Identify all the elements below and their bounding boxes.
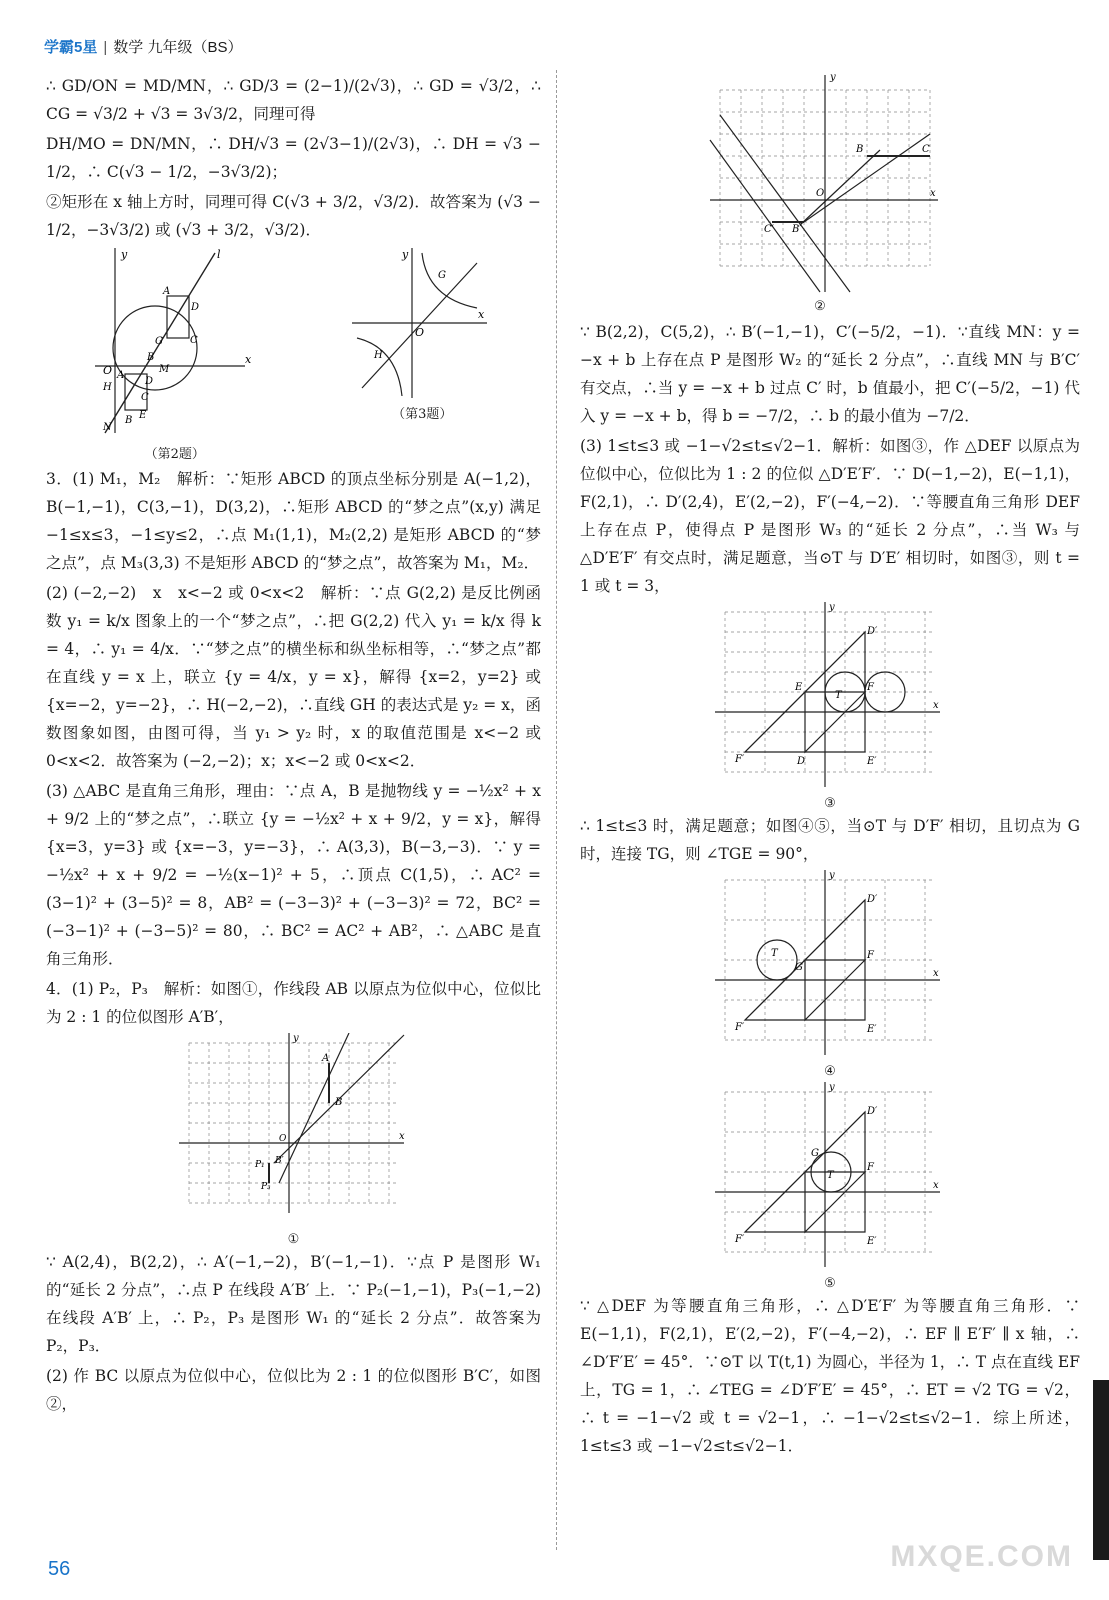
svg-text:F: F	[867, 950, 874, 961]
paragraph: ②矩形在 x 轴上方时，同理可得 C(√3 + 3/2，√3/2)．故答案为 (√3 − 1/2，−3√3/2) 或 (√3 + 3/2，√3/2)．	[46, 193, 541, 239]
svg-text:C′: C′	[764, 224, 774, 235]
svg-text:A: A	[116, 370, 124, 381]
svg-text:x: x	[398, 1131, 405, 1142]
svg-text:H: H	[374, 350, 383, 361]
svg-text:P₁: P₁	[254, 1160, 265, 1170]
svg-text:B′: B′	[274, 1156, 284, 1166]
figure-2-graph	[700, 70, 940, 295]
figure-4-graph	[715, 870, 945, 1060]
paragraph: ∴ GD/ON = MD/MN，∴ GD/3 = (2−1)/(2√3)，∴ GD = √3/2，∴ CG = √3/2 + √3 = 3√3/2，同理可得	[46, 77, 541, 123]
svg-text:G: G	[438, 270, 447, 281]
figure-q3-graph	[352, 248, 492, 398]
svg-text:O: O	[102, 364, 112, 377]
paragraph: ∵ △DEF 为等腰直角三角形，∴ △D′E′F′ 为等腰直角三角形．∵ E(−1,1)，F(2,1)，E′(2,−2)，F′(−4,−2)，∴ EF ∥ E′F′ ∥ x 轴，∴ ∠D′F′E′ = 45°．∵⊙T 以 T(t,1) 为圆心，半径为 1，∴ T 点在直线 EF 上，TG = 1，∴ ∠TEG = ∠D′F′E′ = 45°，∴ ET = √2 TG = √2，∴ t = −1−√2 或 t = √2−1，∴ −1−√2≤t≤√2−1．综上所述，1≤t≤3 或 −1−√2≤t≤√2−1．	[580, 1297, 1080, 1455]
svg-text:P₃: P₃	[260, 1182, 271, 1192]
paragraph: 4．(1) P₂，P₃ 解析：如图①，作线段 AB 以原点为位似中心，位似比为 2 : 1 的位似图形 A′B′，	[46, 980, 541, 1026]
svg-text:D′: D′	[867, 894, 878, 905]
svg-text:B: B	[124, 415, 133, 426]
svg-text:y: y	[830, 72, 836, 83]
svg-text:D: D	[144, 376, 153, 387]
svg-text:D: D	[797, 756, 806, 767]
figure-q2	[95, 248, 255, 463]
figure-5-graph	[715, 1082, 945, 1272]
svg-text:B′: B′	[792, 224, 802, 235]
figure-3-graph	[715, 602, 945, 792]
svg-text:E: E	[795, 682, 803, 693]
svg-text:G: G	[811, 1148, 819, 1159]
svg-text:C: C	[922, 144, 930, 155]
paragraph: 3．(1) M₁，M₂ 解析：∵矩形 ABCD 的顶点坐标分别是 A(−1,2)，B(−1,−1)，C(3,−1)，D(3,2)，∴矩形 ABCD 的“梦之点”(x,y) 满足 −1≤x≤3，−1≤y≤2，∴点 M₁(1,1)，M₂(2,2) 是矩形 ABCD 的“梦之点”，点 M₃(3,3) 不是矩形 ABCD 的“梦之点”，故答案为 M₁，M₂．	[46, 470, 541, 572]
svg-text:E′: E′	[867, 1024, 877, 1035]
svg-text:G: G	[795, 962, 803, 973]
paragraph: DH/MO = DN/MN，∴ DH/√3 = (2√3−1)/(2√3)，∴ DH = √3 − 1/2，∴ C(√3 − 1/2，−3√3/2)；	[46, 135, 541, 181]
svg-text:y: y	[829, 1082, 835, 1093]
svg-text:y: y	[120, 248, 127, 261]
svg-text:F: F	[867, 682, 874, 693]
right-column	[580, 318, 1080, 1462]
paragraph: (2) (−2,−2) x x<−2 或 0<x<2 解析：∵点 G(2,2) 是反比例函数 y₁ = k/x 图象上的一个“梦之点”，∴把 G(2,2) 代入 y₁ = k/x 得 k = 4，∴ y₁ = 4/x．∵“梦之点”的横坐标和纵坐标相等，∴“梦之点”都在直线 y = x 上，联立 {y = 4/x，y = x}，解得 {x=2，y=2} 或 {x=−2，y=−2}，∴ H(−2,−2)，∴直线 GH 的表达式是 y₂ = x，函数图象如图，由图可得，当 y₁ > y₂ 时，x 的取值范围是 x<−2 或 0<x<2．故答案为 (−2,−2)；x；x<−2 或 0<x<2．	[46, 584, 541, 770]
page-number: 56	[48, 1558, 71, 1580]
subject: 数学	[113, 39, 144, 56]
svg-text:x: x	[930, 188, 936, 199]
svg-text:D′: D′	[867, 626, 878, 637]
svg-text:D′: D′	[867, 1106, 878, 1117]
svg-text:C: C	[140, 392, 149, 403]
svg-text:O: O	[816, 188, 825, 199]
svg-text:F′: F′	[735, 1234, 745, 1245]
figure-q2-graph	[95, 248, 255, 438]
paragraph: ∵ B(2,2)，C(5,2)，∴ B′(−1,−1)，C′(−5/2，−1)．∵直线 MN：y = −x + b 上存在点 P 是图形 W₂ 的“延长 2 分点”，∴直线 MN 与 B′C′ 有交点，∴当 y = −x + b 过点 C′ 时，b 值最小，把 C′(−5/2，−1) 代入 y = −x + b，得 b = −7/2，∴ b 的最小值为 −7/2．	[580, 323, 1080, 425]
figure-caption: ①	[287, 1232, 300, 1247]
figure-1-graph	[179, 1033, 409, 1228]
figure-caption: ②	[814, 299, 826, 314]
figure-caption: ⑤	[824, 1276, 836, 1291]
svg-text:y: y	[402, 248, 409, 261]
paragraph: (3) △ABC 是直角三角形，理由：∵点 A，B 是抛物线 y = −½x² + x + 9/2 上的“梦之点”，∴联立 {y = −½x² + x + 9/2，y = x}，解得 {x=3，y=3} 或 {x=−3，y=−3}，∴ A(3,3)，B(−3,−3)．∵ y = −½x² + x + 9/2 = −½(x−1)² + 5，∴顶点 C(1,5)，∴ AC² = (3−1)² + (3−5)² = 8，AB² = (−3−3)² + (−3−3)² = 72，BC² = (−3−1)² + (−3−5)² = 80，∴ BC² = AC² + AB²，∴ △ABC 是直角三角形．	[46, 782, 541, 968]
svg-text:x: x	[244, 353, 251, 366]
figure-2	[700, 70, 940, 315]
svg-text:B: B	[334, 1097, 342, 1108]
paragraph: (3) 1≤t≤3 或 −1−√2≤t≤√2−1．解析：如图③，作 △DEF 以原点为位似中心，位似比为 1 : 2 的位似 △D′E′F′．∵ D(−1,−2)，E(−1,1)，F(2,1)，∴ D′(2,4)，E′(2,−2)，F′(−4,−2)．∵等腰直角三角形 DEF 上存在点 P，使得点 P 是图形 W₃ 的“延长 2 分点”，∴当 W₃ 与 △D′E′F′ 有交点时，满足题意，当⊙T 与 D′E′ 相切时，如图③，则 t = 1 或 t = 3，	[580, 437, 1080, 595]
svg-text:O: O	[415, 326, 425, 339]
svg-text:E: E	[138, 410, 147, 421]
svg-text:x: x	[933, 968, 939, 979]
figure-q3	[352, 248, 492, 463]
svg-text:x: x	[933, 700, 939, 711]
svg-text:l: l	[216, 248, 221, 261]
svg-text:F′: F′	[735, 754, 745, 765]
figure-caption: ③	[824, 796, 836, 811]
svg-text:B: B	[146, 352, 155, 363]
svg-text:y: y	[829, 870, 835, 881]
paragraph: (2) 作 BC 以原点为位似中心，位似比为 2 : 1 的位似图形 B′C′，如图②，	[46, 1367, 541, 1413]
svg-text:T: T	[771, 948, 778, 959]
paragraph: ∵ A(2,4)，B(2,2)，∴ A′(−1,−2)，B′(−1,−1)．∵点 P 是图形 W₁ 的“延长 2 分点”，∴点 P 在线段 A′B′ 上．∵ P₂(−1,−1)，P₃(−1,−2) 在线段 A′B′ 上，∴ P₂，P₃ 是图形 W₁ 的“延长 2 分点”．故答案为 P₂，P₃．	[46, 1253, 541, 1355]
svg-text:F: F	[867, 1162, 874, 1173]
figure-caption: （第2题）	[144, 447, 205, 462]
brand-logo: 学霸5星	[44, 39, 98, 56]
svg-text:F′: F′	[735, 1022, 745, 1033]
figure-row	[46, 248, 541, 463]
svg-text:x: x	[933, 1180, 939, 1191]
figure-caption: ④	[824, 1064, 836, 1079]
column-divider	[556, 70, 557, 1550]
page-header: 学霸5星 | 数学 九年级（BS）	[44, 39, 243, 56]
svg-text:N: N	[102, 422, 112, 433]
paragraph: ∴ 1≤t≤3 时，满足题意；如图④⑤，当⊙T 与 D′F′ 相切，且切点为 G 时，连接 TG，则 ∠TGE = 90°，	[580, 817, 1080, 863]
svg-text:M: M	[158, 364, 169, 375]
svg-text:D: D	[190, 302, 199, 313]
watermark: MXQE.COM	[890, 1540, 1073, 1573]
svg-text:T: T	[827, 1170, 834, 1181]
svg-text:A: A	[162, 286, 170, 297]
svg-text:B: B	[856, 144, 864, 155]
svg-text:E′: E′	[867, 756, 877, 767]
svg-text:E′: E′	[867, 1236, 877, 1247]
svg-text:y: y	[292, 1033, 299, 1044]
svg-text:x: x	[478, 308, 485, 321]
svg-text:G: G	[154, 336, 163, 347]
figure-caption: （第3题）	[392, 407, 453, 422]
svg-text:C: C	[189, 335, 198, 346]
svg-text:O: O	[278, 1134, 286, 1144]
left-column	[46, 72, 541, 1420]
svg-text:H: H	[102, 382, 112, 393]
svg-text:A: A	[321, 1053, 329, 1064]
grade: 九年级（BS）	[147, 39, 243, 56]
edge-tab	[1093, 1380, 1109, 1560]
svg-text:y: y	[829, 602, 835, 613]
svg-text:T: T	[835, 690, 842, 701]
